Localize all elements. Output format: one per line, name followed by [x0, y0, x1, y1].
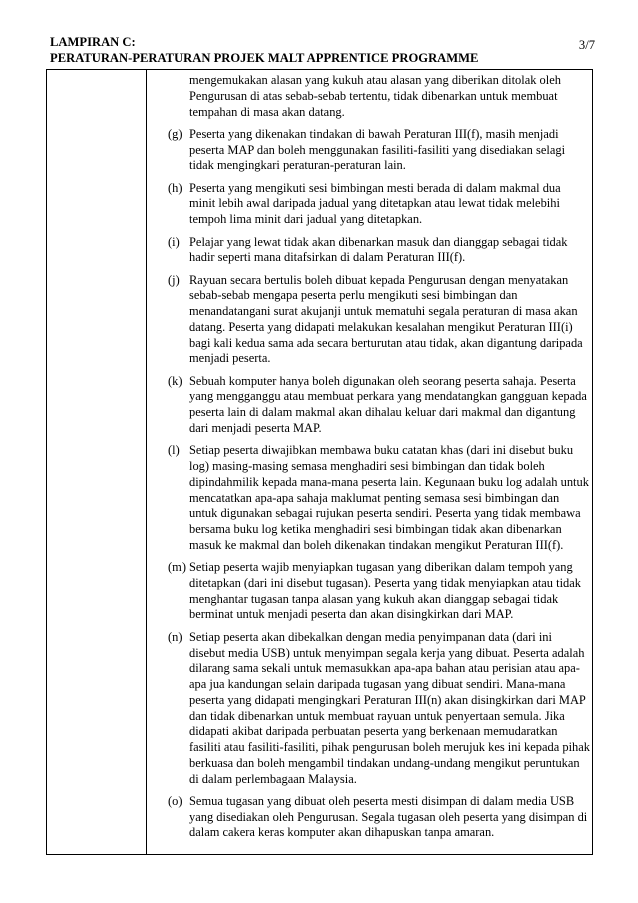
rule-text: Setiap peserta akan dibekalkan dengan media penyimpanan data (dari ini disebut media USB) untuk menyimpan segala kerja yang dibuat. Peserta adalah dilarang sama sekali untuk memasukkan apa-apa bahan atau perisian atau apa-apa jua kandungan selain daripada tugasan yang dibuat sendiri. Mana-mana peserta yang didapati mengingkari Peraturan III(n) akan disingkirkan dari MAP dan tidak dibenarkan untuk membuat rayuan untuk penyertaan semula. Jika didapati akibat daripada perbuatan peserta yang berkenaan memudaratkan fasiliti atau fasiliti-fasiliti, pihak pengurusan boleh merujuk kes ini kepada pihak berkuasa dan boleh mengambil tindakan undang-undang mengikut peruntukan di dalam perlembagaan Malaysia.	[189, 629, 591, 786]
rule-label: (o)	[168, 793, 183, 808]
rule-paragraph-o	[168, 794, 590, 841]
rule-text: mengemukakan alasan yang kukuh atau alasan yang diberikan ditolak oleh Pengurusan di atas sebab-sebab tertentu, tidak dibenarkan untuk membuat tempahan di masa akan datang.	[189, 73, 561, 119]
rule-paragraph-h	[168, 181, 590, 228]
rule-text: Peserta yang mengikuti sesi bimbingan mesti berada di dalam makmal dua minit lebih awal daripada jadual yang ditetapkan atau lewat tidak melebihi tempoh lima minit dari jadual yang ditetapkan.	[189, 180, 561, 227]
rules-list	[168, 73, 590, 848]
rule-label: (g)	[168, 126, 183, 141]
rule-label: (h)	[168, 180, 183, 195]
page-number: 3/7	[578, 38, 595, 52]
column-divider	[146, 70, 147, 854]
rule-text: Setiap peserta wajib menyiapkan tugasan yang diberikan dalam tempoh yang ditetapkan (dari ini disebut tugasan). Peserta yang tidak menyiapkan atau tidak menghantar tugasan tanpa alasan yang kukuh akan dianggap sebagai tidak berminat untuk menjadi peserta dan akan disingkirkan dari MAP.	[189, 560, 582, 622]
appendix-title: LAMPIRAN C:	[50, 35, 136, 49]
rule-paragraph-g	[168, 127, 590, 174]
rule-paragraph-continued	[168, 73, 590, 120]
rule-text: Rayuan secara bertulis boleh dibuat kepada Pengurusan dengan menyatakan sebab-sebab mengapa peserta perlu mengikuti sesi bimbingan dan menandatangani surat akujanji untuk mematuhi segala peraturan di masa akan datang. Peserta yang didapati melakukan kesalahan mengikut Peraturan III(i) bagi kali kedua sama ada secara berturutan atau tidak, akan digantung daripada menjadi peserta.	[189, 272, 583, 366]
page-header	[50, 34, 595, 66]
document-title: PERATURAN-PERATURAN PROJEK MALT APPRENTICE PROGRAMME	[50, 51, 479, 65]
rule-text: Semua tugasan yang dibuat oleh peserta mesti disimpan di dalam media USB yang disediakan oleh Pengurusan. Segala tugasan oleh peserta yang disimpan di dalam cakera keras komputer akan dihapuskan tanpa amaran.	[189, 793, 588, 840]
rule-paragraph-n	[168, 630, 590, 788]
rule-paragraph-l	[168, 443, 590, 553]
rule-label: (k)	[168, 373, 183, 388]
rule-label: (j)	[168, 272, 180, 287]
rule-label: (m)	[168, 560, 186, 575]
rule-paragraph-k	[168, 374, 590, 437]
rule-text: Peserta yang dikenakan tindakan di bawah Peraturan III(f), masih menjadi peserta MAP dan boleh menggunakan fasiliti-fasiliti yang disediakan selagi tidak mengingkari peraturan-peraturan lain.	[189, 126, 566, 173]
rule-text: Sebuah komputer hanya boleh digunakan oleh seorang peserta sahaja. Peserta yang mengganggu atau membuat perkara yang mendatangkan gangguan kepada peserta lain di dalam makmal akan dihalau keluar dari makmal dan digantung dari menjadi peserta MAP.	[189, 373, 587, 435]
rule-label: (n)	[168, 629, 183, 644]
rule-label: (i)	[168, 234, 180, 249]
rule-paragraph-m	[168, 560, 590, 623]
rule-paragraph-i	[168, 235, 590, 267]
rule-label: (l)	[168, 443, 180, 458]
rule-text: Pelajar yang lewat tidak akan dibenarkan masuk dan dianggap sebagai tidak hadir seperti mana ditafsirkan di dalam Peraturan III(f).	[189, 234, 568, 265]
rule-paragraph-j	[168, 273, 590, 368]
rule-text: Setiap peserta diwajibkan membawa buku catatan khas (dari ini disebut buku log) masing-masing semasa menghadiri sesi bimbingan dan tidak boleh dipindahmilik kepada mana-mana peserta lain. Kegunaan buku log adalah untuk mencatatkan apa-apa sahaja maklumat penting semasa sesi bimbingan dan untuk digunakan sebagai rujukan peserta sendiri. Peserta yang tidak membawa bersama buku log ketika menghadiri sesi bimbingan tidak akan dibenarkan masuk ke makmal dan boleh dikenakan tindakan mengikut Peraturan III(f).	[189, 443, 589, 552]
